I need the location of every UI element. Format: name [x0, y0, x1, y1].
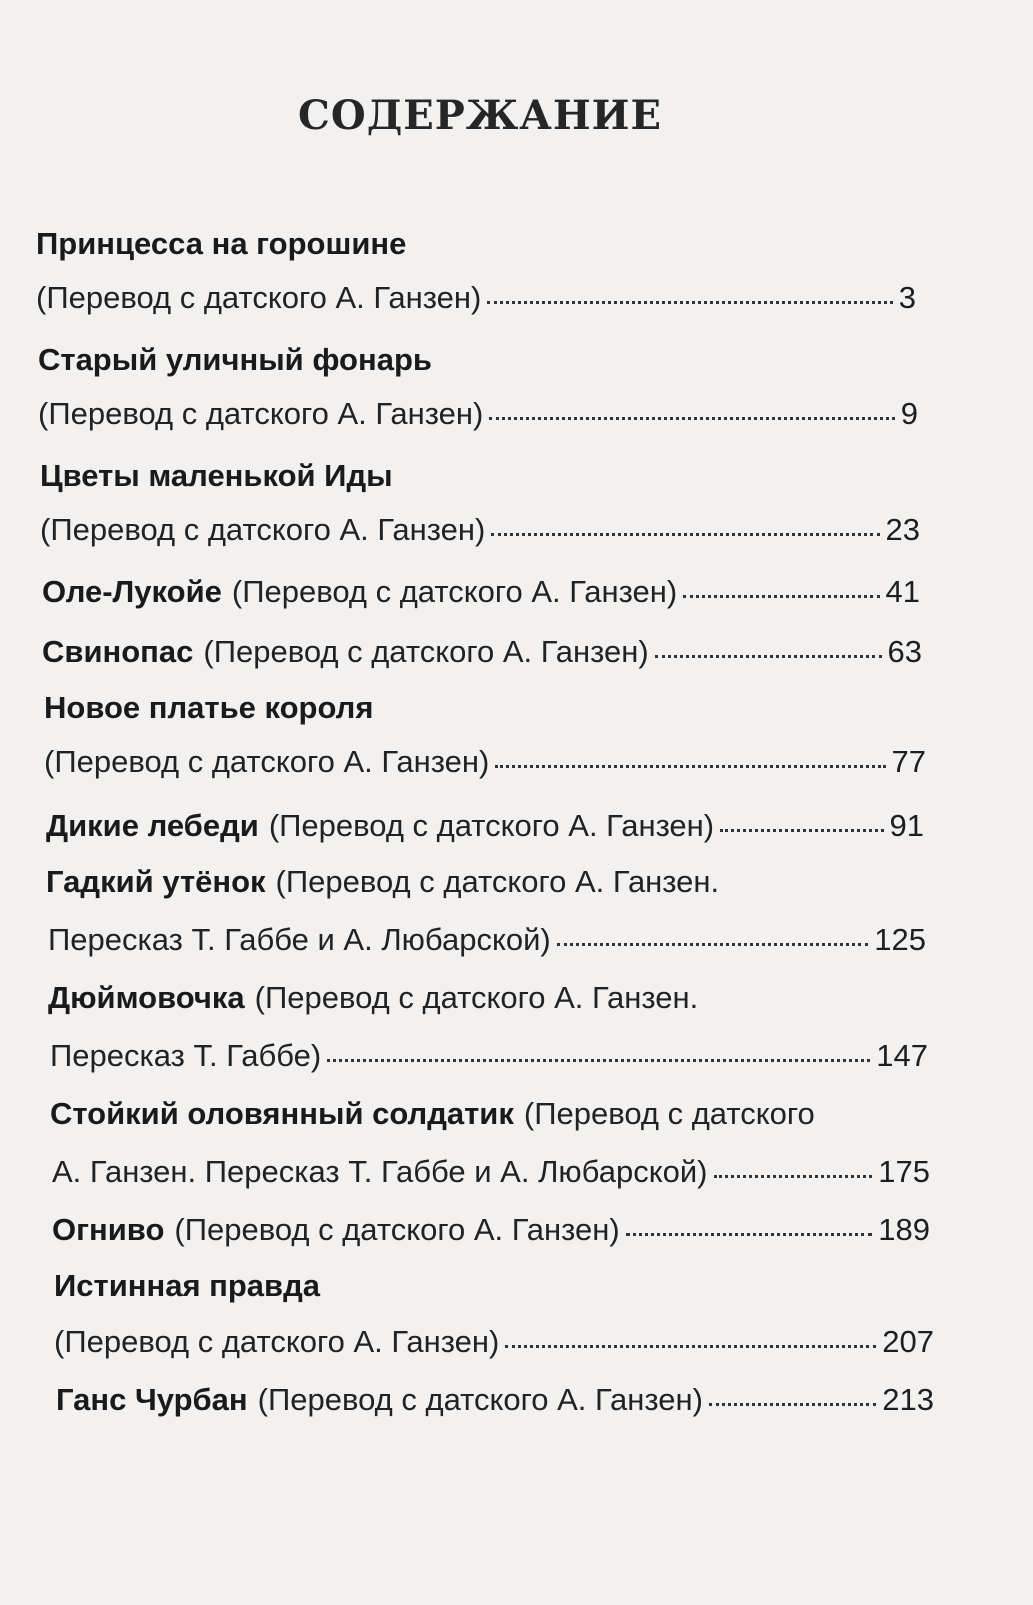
toc-entry-title: Принцесса на горошине — [36, 226, 407, 261]
leader-dots — [557, 937, 869, 946]
toc-entry-title: Цветы маленькой Иды — [40, 458, 393, 493]
toc-entry-note-line — [48, 920, 926, 960]
toc-entry-note-cont: Пересказ Т. Габбе и А. Любарской) — [48, 922, 551, 957]
leader-dots — [626, 1227, 873, 1236]
leader-dots — [327, 1053, 870, 1062]
toc-entry-page: 175 — [878, 1154, 930, 1189]
toc-entry-note: (Перевод с датского А. Ганзен) — [44, 744, 490, 779]
toc-entry-title: Ганс Чурбан — [56, 1382, 248, 1417]
leader-dots — [487, 295, 892, 304]
toc-entry-note: (Перевод с датского А. Ганзен) — [257, 1382, 703, 1417]
leader-dots — [683, 589, 879, 598]
toc-entry-title: Гадкий утёнок — [46, 864, 266, 899]
leader-dots — [491, 527, 879, 536]
toc-entry-title: Огниво — [52, 1212, 165, 1247]
page-title: СОДЕРЖАНИЕ — [298, 92, 662, 139]
toc-entry-note: (Перевод с датского А. Ганзен) — [38, 396, 484, 431]
toc-entry-note-cont: Пересказ Т. Габбе) — [50, 1038, 322, 1073]
toc-entry-line — [56, 1380, 934, 1420]
toc-entry-page: 91 — [889, 808, 924, 843]
toc-entry-title: Новое платье короля — [44, 690, 374, 725]
toc-entry-page: 125 — [874, 922, 926, 957]
toc-entry-page: 207 — [882, 1324, 934, 1359]
toc-entry-line — [52, 1210, 930, 1250]
toc-entry-note: (Перевод с датского А. Ганзен) — [40, 512, 486, 547]
toc-entry-page: 189 — [878, 1212, 930, 1247]
toc-entry-title-line — [50, 1094, 930, 1134]
toc-entry-page: 9 — [900, 396, 918, 431]
leader-dots — [720, 823, 883, 832]
toc-entry-page: 63 — [887, 634, 922, 669]
toc-entry-note-line — [54, 1322, 934, 1362]
toc-entry-note: (Перевод с датского А. Ганзен. — [275, 864, 720, 899]
toc-entry-note: (Перевод с датского А. Ганзен) — [231, 574, 678, 609]
toc-entry-page: 23 — [885, 512, 920, 547]
toc-entry-note: (Перевод с датского А. Ганзен) — [36, 280, 482, 315]
toc-entry-note: (Перевод с датского А. Ганзен) — [268, 808, 715, 843]
toc-entry-line — [42, 572, 920, 612]
toc-entry-note-line — [40, 510, 920, 550]
toc-entry-line — [46, 806, 924, 846]
leader-dots — [714, 1169, 873, 1178]
toc-entry-title: Оле-Лукойе — [42, 574, 222, 609]
toc-entry-note-line — [36, 278, 916, 318]
toc-entry-note-cont: А. Ганзен. Пересказ Т. Габбе и А. Любарской) — [52, 1154, 708, 1189]
toc-entry-note: (Перевод с датского А. Ганзен) — [203, 634, 649, 669]
toc-entry-note: (Перевод с датского А. Ганзен) — [54, 1324, 500, 1359]
toc-entry-note: (Перевод с датского А. Ганзен. — [254, 980, 699, 1015]
toc-entry-page: 41 — [885, 574, 920, 609]
toc-entry-title-line — [46, 862, 926, 902]
leader-dots — [505, 1339, 876, 1348]
toc-entry-note-line — [44, 742, 926, 782]
leader-dots — [489, 411, 894, 420]
leader-dots — [709, 1397, 876, 1406]
toc-entry-title: Истинная правда — [54, 1268, 321, 1303]
toc-entry-title: Свинопас — [42, 634, 194, 669]
leader-dots — [495, 759, 885, 768]
toc-entry-title: Дикие лебеди — [46, 808, 259, 843]
toc-entry-title: Старый уличный фонарь — [38, 342, 432, 377]
toc-entry-title-line — [54, 1266, 934, 1306]
toc-entry-page: 3 — [898, 280, 916, 315]
toc-entry-title-line — [48, 978, 928, 1018]
toc-entry-note-line — [38, 394, 918, 434]
toc-entry-note: (Перевод с датского А. Ганзен) — [174, 1212, 620, 1247]
toc-entry-title-line — [44, 688, 924, 728]
toc-entry-page: 77 — [891, 744, 926, 779]
toc-entry-note-line — [50, 1036, 928, 1076]
toc-entry-title: Дюймовочка — [48, 980, 245, 1015]
toc-entry-note-line — [52, 1152, 930, 1192]
toc-entry-title-line — [38, 340, 918, 380]
toc-entry-note: (Перевод с датского — [523, 1096, 815, 1131]
toc-entry-title-line — [40, 456, 920, 496]
toc-entry-title: Стойкий оловянный солдатик — [50, 1096, 514, 1131]
toc-entry-page: 147 — [876, 1038, 928, 1073]
toc-entry-page: 213 — [882, 1382, 934, 1417]
toc-entry-title-line — [36, 224, 916, 264]
toc-entry-line — [42, 632, 922, 672]
leader-dots — [655, 649, 882, 658]
